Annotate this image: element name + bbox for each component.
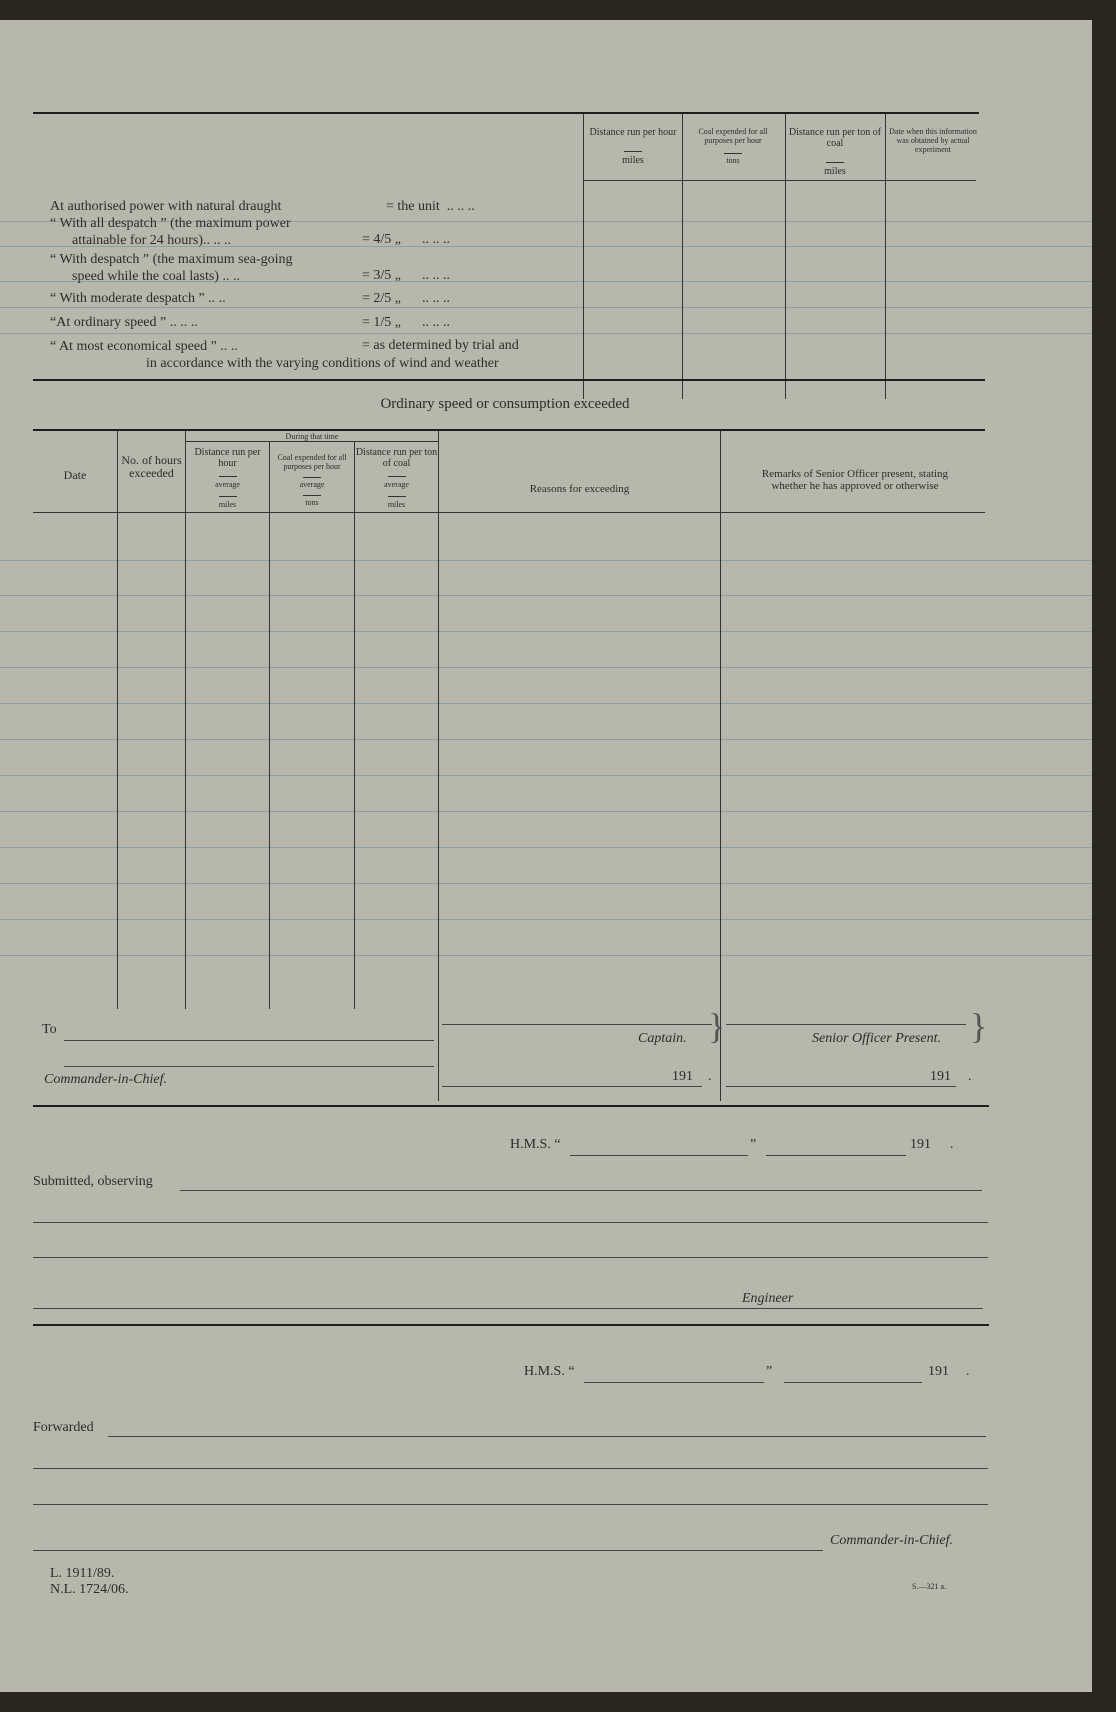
engineer-line[interactable] [33,1308,983,1309]
row-authorised-eq: = the unit .. .. .. [386,199,475,214]
year-captain: 191 [672,1069,693,1084]
to-label: To [42,1022,57,1037]
row-economical: “ At most economical speed ” .. .. in accordance with the varying conditions of wind and weather [50,339,499,371]
engineer-label: Engineer [742,1291,794,1306]
header-during: During that time [285,432,339,441]
row-all-despatch-eq: = 4/5 „ .. .. .. [362,232,450,247]
form-code: S.—321 a. [912,1582,946,1591]
footer-ref: L. 1911/89. N.L. 1724/06. [50,1566,129,1597]
header-perton-avg: Distance run per ton of coal average miles [355,447,438,509]
submitted-line-2[interactable] [33,1222,988,1223]
hms1-ship-name[interactable] [570,1155,748,1156]
header-reasons: Reasons for exceeding [529,483,630,495]
submitted-label: Submitted, observing [33,1174,153,1189]
brace-icon: } [708,1006,726,1046]
hms2-ship-name[interactable] [584,1382,764,1383]
hms2-date[interactable] [784,1382,922,1383]
col-header-date-obtained: Date when this information was obtained by actual experiment [889,127,977,154]
hms2-label: H.M.S. “ [524,1364,575,1379]
row-despatch-eq: = 3/5 „ .. .. .. [362,268,450,283]
row-ordinary-eq: = 1/5 „ .. .. .. [362,315,450,330]
hms2-year: 191 [928,1364,949,1379]
row-authorised: At authorised power with natural draught [50,199,282,214]
forwarded-line-2[interactable] [33,1468,988,1469]
col-header-coal: Coal expended for all purposes per hour tons [698,127,768,165]
captain-label: Captain. [638,1031,687,1046]
row-moderate: “ With moderate despatch ” .. .. [50,291,226,306]
submitted-line-3[interactable] [33,1257,988,1258]
forwarded-label: Forwarded [33,1420,94,1435]
header-date: Date [63,468,87,482]
row-economical-eq: = as determined by trial and [362,338,519,353]
top-rule [33,112,979,114]
cinc-sign-line[interactable] [33,1550,823,1551]
to-line[interactable] [64,1040,434,1041]
forwarded-line-1[interactable] [108,1436,986,1437]
header-hours: No. of hours exceeded [121,453,182,480]
header-coal-avg: Coal expended for all purposes per hour average tons [277,453,347,507]
section-title: Ordinary speed or consumption exceeded [380,396,630,412]
row-despatch: “ With despatch ” (the maximum sea-going speed while the coal lasts) .. .. [50,252,293,284]
row-all-despatch: “ With all despatch ” (the maximum power attainable for 24 hours).. .. .. [50,216,291,248]
form-page: Distance run per hour miles Coal expended for all purposes per hour tons Distance run per ton of coal miles Date when this information was obtained by actual experiment At authorised power with natural draught = the unit .. .. .. “ With all despatch ” (the maximum power attainable for 24 hours).. .. .. = 4/5 „ .. .. .. “ With despatch ” (the maximum sea-going speed while the coal lasts) .. .. = 3/5 „ .. .. .. “ With moderate despatch ” .. .. = 2/5 „ .. .. .. “At ordinary speed ” .. .. .. = 1/5 „ .. .. .. “ At most economical speed ” .. .. in accordance with the varying conditions of wind and weather = as determined by trial and Ordinary speed or consumption exceeded Date No. of hours exceeded During that time Distance run per hour average miles Coal expended for all purposes per hour average tons Distance run per ton of coal average miles Reasons for exceeding Remarks of Senior Officer present, stating whether he has approved or otherwise To Commander-in-Chief. Captain. } 191 . Senior Officer Present. } 191 . H.M.S. “ ” 191 . Submitted, observing Engineer H.M.S. “ ” 191 . Forwarded Commander-in-Chief. L. 1911/89. N.L. 1724/06. S.—321 a. [0,20,1092,1692]
cinc-label: Commander-in-Chief. [44,1072,167,1087]
year-senior: 191 [930,1069,951,1084]
captain-line[interactable] [442,1024,712,1025]
hms1-year: 191 [910,1137,931,1152]
hms1-date[interactable] [766,1155,906,1156]
header-remarks: Remarks of Senior Officer present, stating whether he has approved or otherwise [761,468,949,492]
forwarded-line-3[interactable] [33,1504,988,1505]
row-ordinary: “At ordinary speed ” .. .. .. [50,315,198,330]
hms1-label: H.M.S. “ [510,1137,561,1152]
senior-label: Senior Officer Present. [812,1031,941,1046]
submitted-line-1[interactable] [180,1190,982,1191]
header-distance-avg: Distance run per hour average miles [194,447,261,509]
brace-icon-2: } [970,1006,988,1046]
cinc-sign-label: Commander-in-Chief. [830,1533,953,1548]
senior-line[interactable] [726,1024,966,1025]
col-header-distance: Distance run per hour miles [589,127,677,166]
col-header-per-ton: Distance run per ton of coal miles [788,127,882,177]
row-moderate-eq: = 2/5 „ .. .. .. [362,291,450,306]
